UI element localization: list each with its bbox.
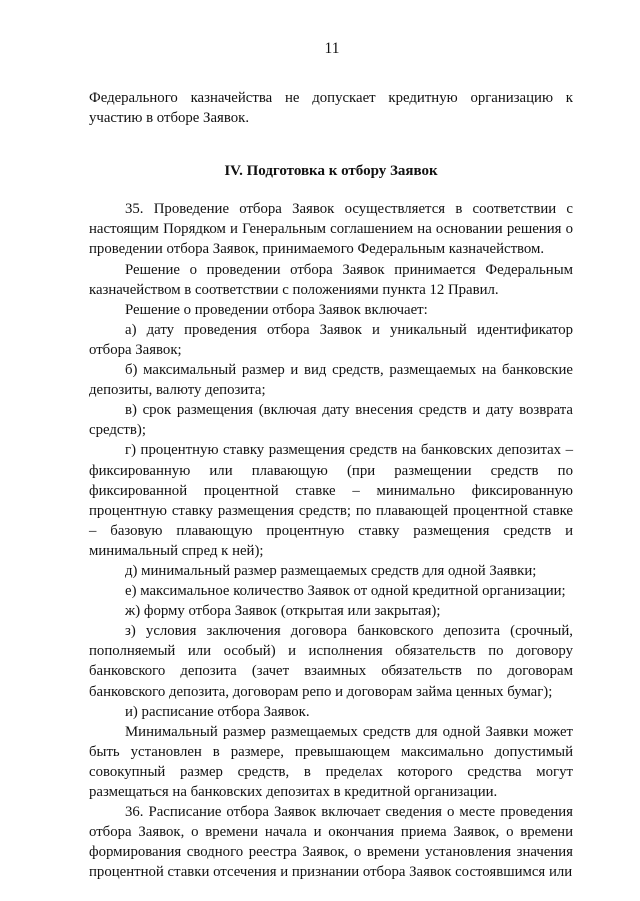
paragraph-35: 35. Проведение отбора Заявок осуществляется в соответствии с настоящим Порядком и Генеральным соглашением на основании решения о проведении отбора Заявок, принимаемого Федеральным казначейством. [89,201,573,258]
paragraph-decision: Решение о проведении отбора Заявок принимается Федеральным казначейством в соответствии с положениями пункта 12 Правил. [89,261,573,298]
list-item-e: е) максимальное количество Заявок от одной кредитной организации; [125,583,566,600]
list-item-i: и) расписание отбора Заявок. [125,703,310,720]
list-item-d: д) минимальный размер размещаемых средств для одной Заявки; [125,562,537,579]
list-item-z: з) условия заключения договора банковского депозита (срочный, пополняемый или особый) и исполнения обязательств по договору банковского депозита (зачет взаимных обязательств по договорам банковского депозита, договорам репо и договорам займа ценных бумаг); [89,623,573,700]
page-number: 11 [324,40,340,57]
paragraph-min-size: Минимальный размер размещаемых средств для одной Заявки может быть установлен в размере, превышающем максимально допустимый совокупный размер средств, в пределах которого средства могут размещаться на банковских депозитах в кредитной организации. [89,723,573,800]
list-item-zh: ж) форму отбора Заявок (открытая или закрытая); [125,603,441,620]
list-item-v: в) срок размещения (включая дату внесения средств и дату возврата средств); [89,402,573,439]
list-item-b: б) максимальный размер и вид средств, размещаемых на банковские депозиты, валюту депозита; [89,362,573,399]
section-heading: IV. Подготовка к отбору Заявок [224,163,438,180]
list-item-a: а) дату проведения отбора Заявок и уникальный идентификатор отбора Заявок; [89,321,573,358]
paragraph-decision-includes: Решение о проведении отбора Заявок включает: [125,301,428,318]
paragraph-36: 36. Расписание отбора Заявок включает сведения о месте проведения отбора Заявок, о времени начала и окончания приема Заявок, о времени формирования сводного реестра Заявок, о времени установления значения процентной ставки отсечения и признании отбора Заявок состоявшимся или [89,804,573,881]
document-body [89,88,573,882]
intro-paragraph: Федерального казначейства не допускает кредитную организацию к участию в отборе Заявок. [89,90,573,127]
list-item-g: г) процентную ставку размещения средств на банковских депозитах – фиксированную или плавающую (при размещении средств по фиксированной процентной ставке – минимально фиксированную процентную ставку размещения средств; по плавающей процентной ставке – базовую плавающую процентную ставку размещения средств и минимальный спред к ней); [89,442,573,559]
